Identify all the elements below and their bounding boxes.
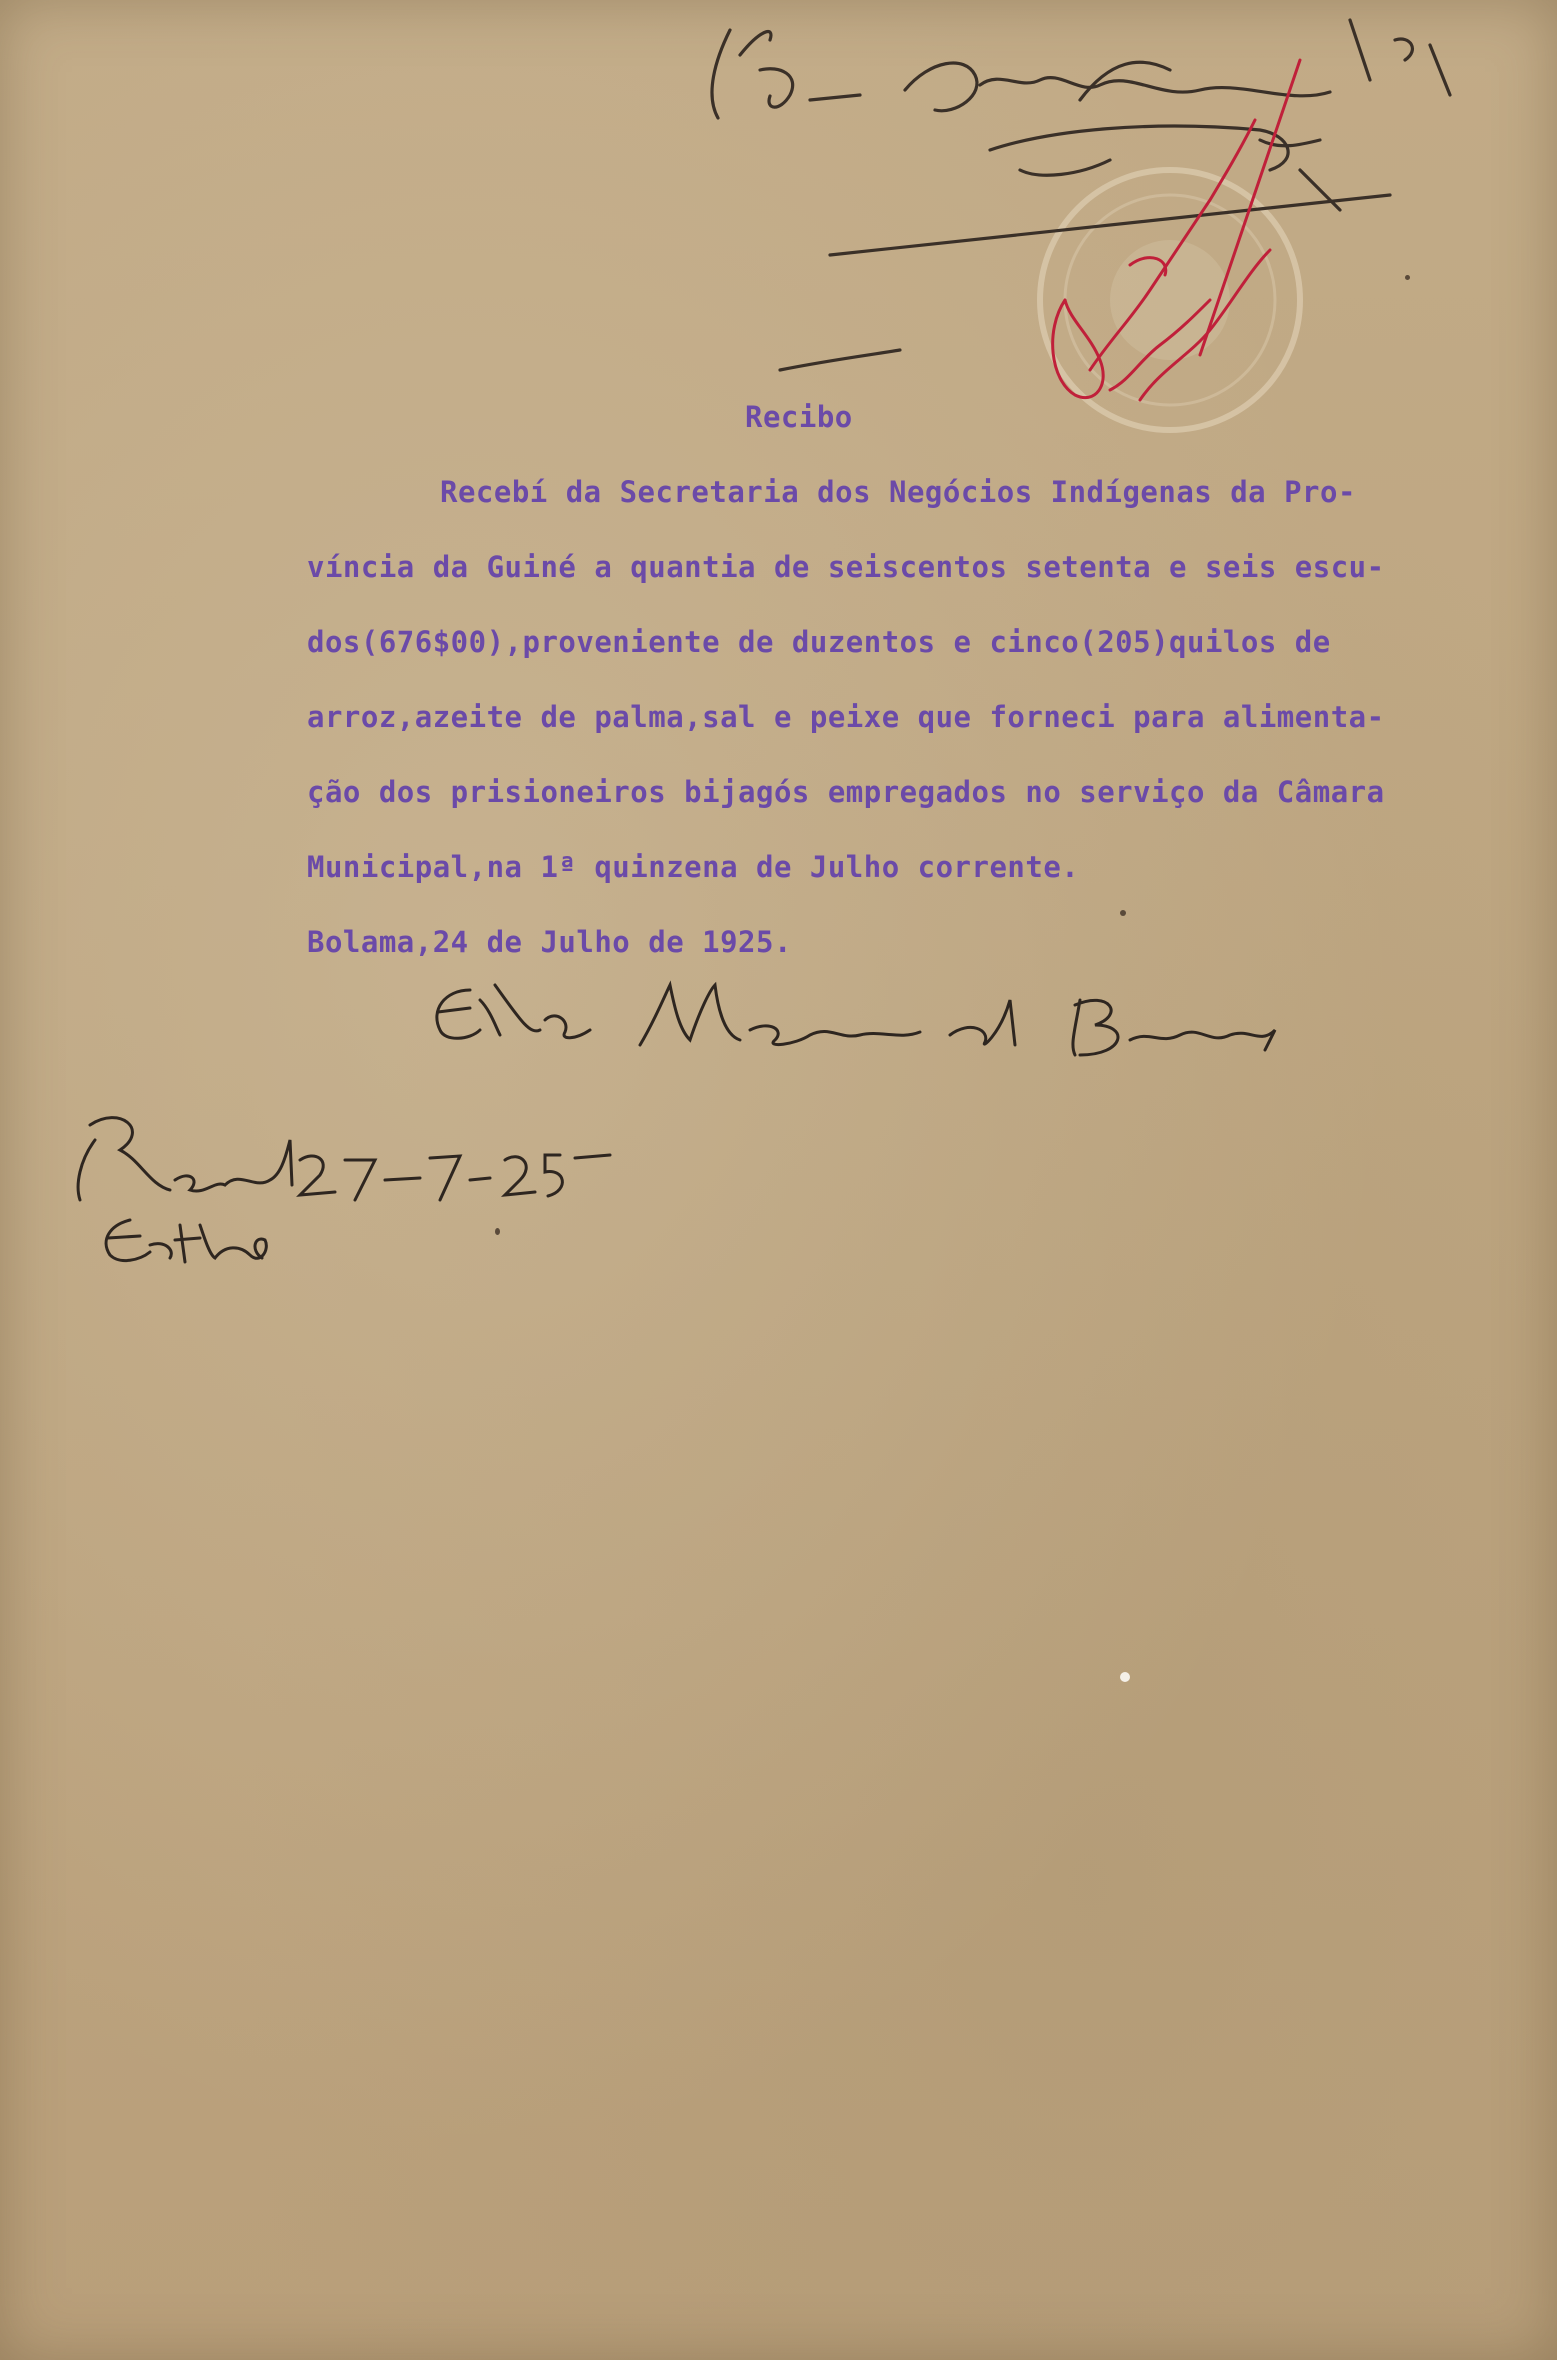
body-line: Municipal,na 1ª quinzena de Julho corrente. xyxy=(307,850,1080,884)
signature-drawing xyxy=(437,985,1275,1055)
presidential-approval-scrawl xyxy=(712,20,1450,370)
body-line: Recebí da Secretaria dos Negócios Indígenas da Pro- xyxy=(440,475,1356,509)
paper-speck xyxy=(1120,910,1126,916)
document-title: Recibo xyxy=(745,400,853,434)
body-line: dos(676$00),proveniente de duzentos e cinco(205)quilos de xyxy=(307,625,1331,659)
body-line: víncia da Guiné a quantia de seiscentos setenta e seis escu- xyxy=(307,550,1385,584)
paper-speck xyxy=(1120,1672,1130,1682)
paper-speck xyxy=(495,1228,500,1235)
paper-speck xyxy=(1405,275,1410,280)
place-date: Bolama,24 de Julho de 1925. xyxy=(307,925,792,959)
body-line: arroz,azeite de palma,sal e peixe que forneci para alimenta- xyxy=(307,700,1385,734)
receipt-note-drawing xyxy=(78,1118,610,1262)
body-line: ção dos prisioneiros bijagós empregados no serviço da Câmara xyxy=(307,775,1385,809)
